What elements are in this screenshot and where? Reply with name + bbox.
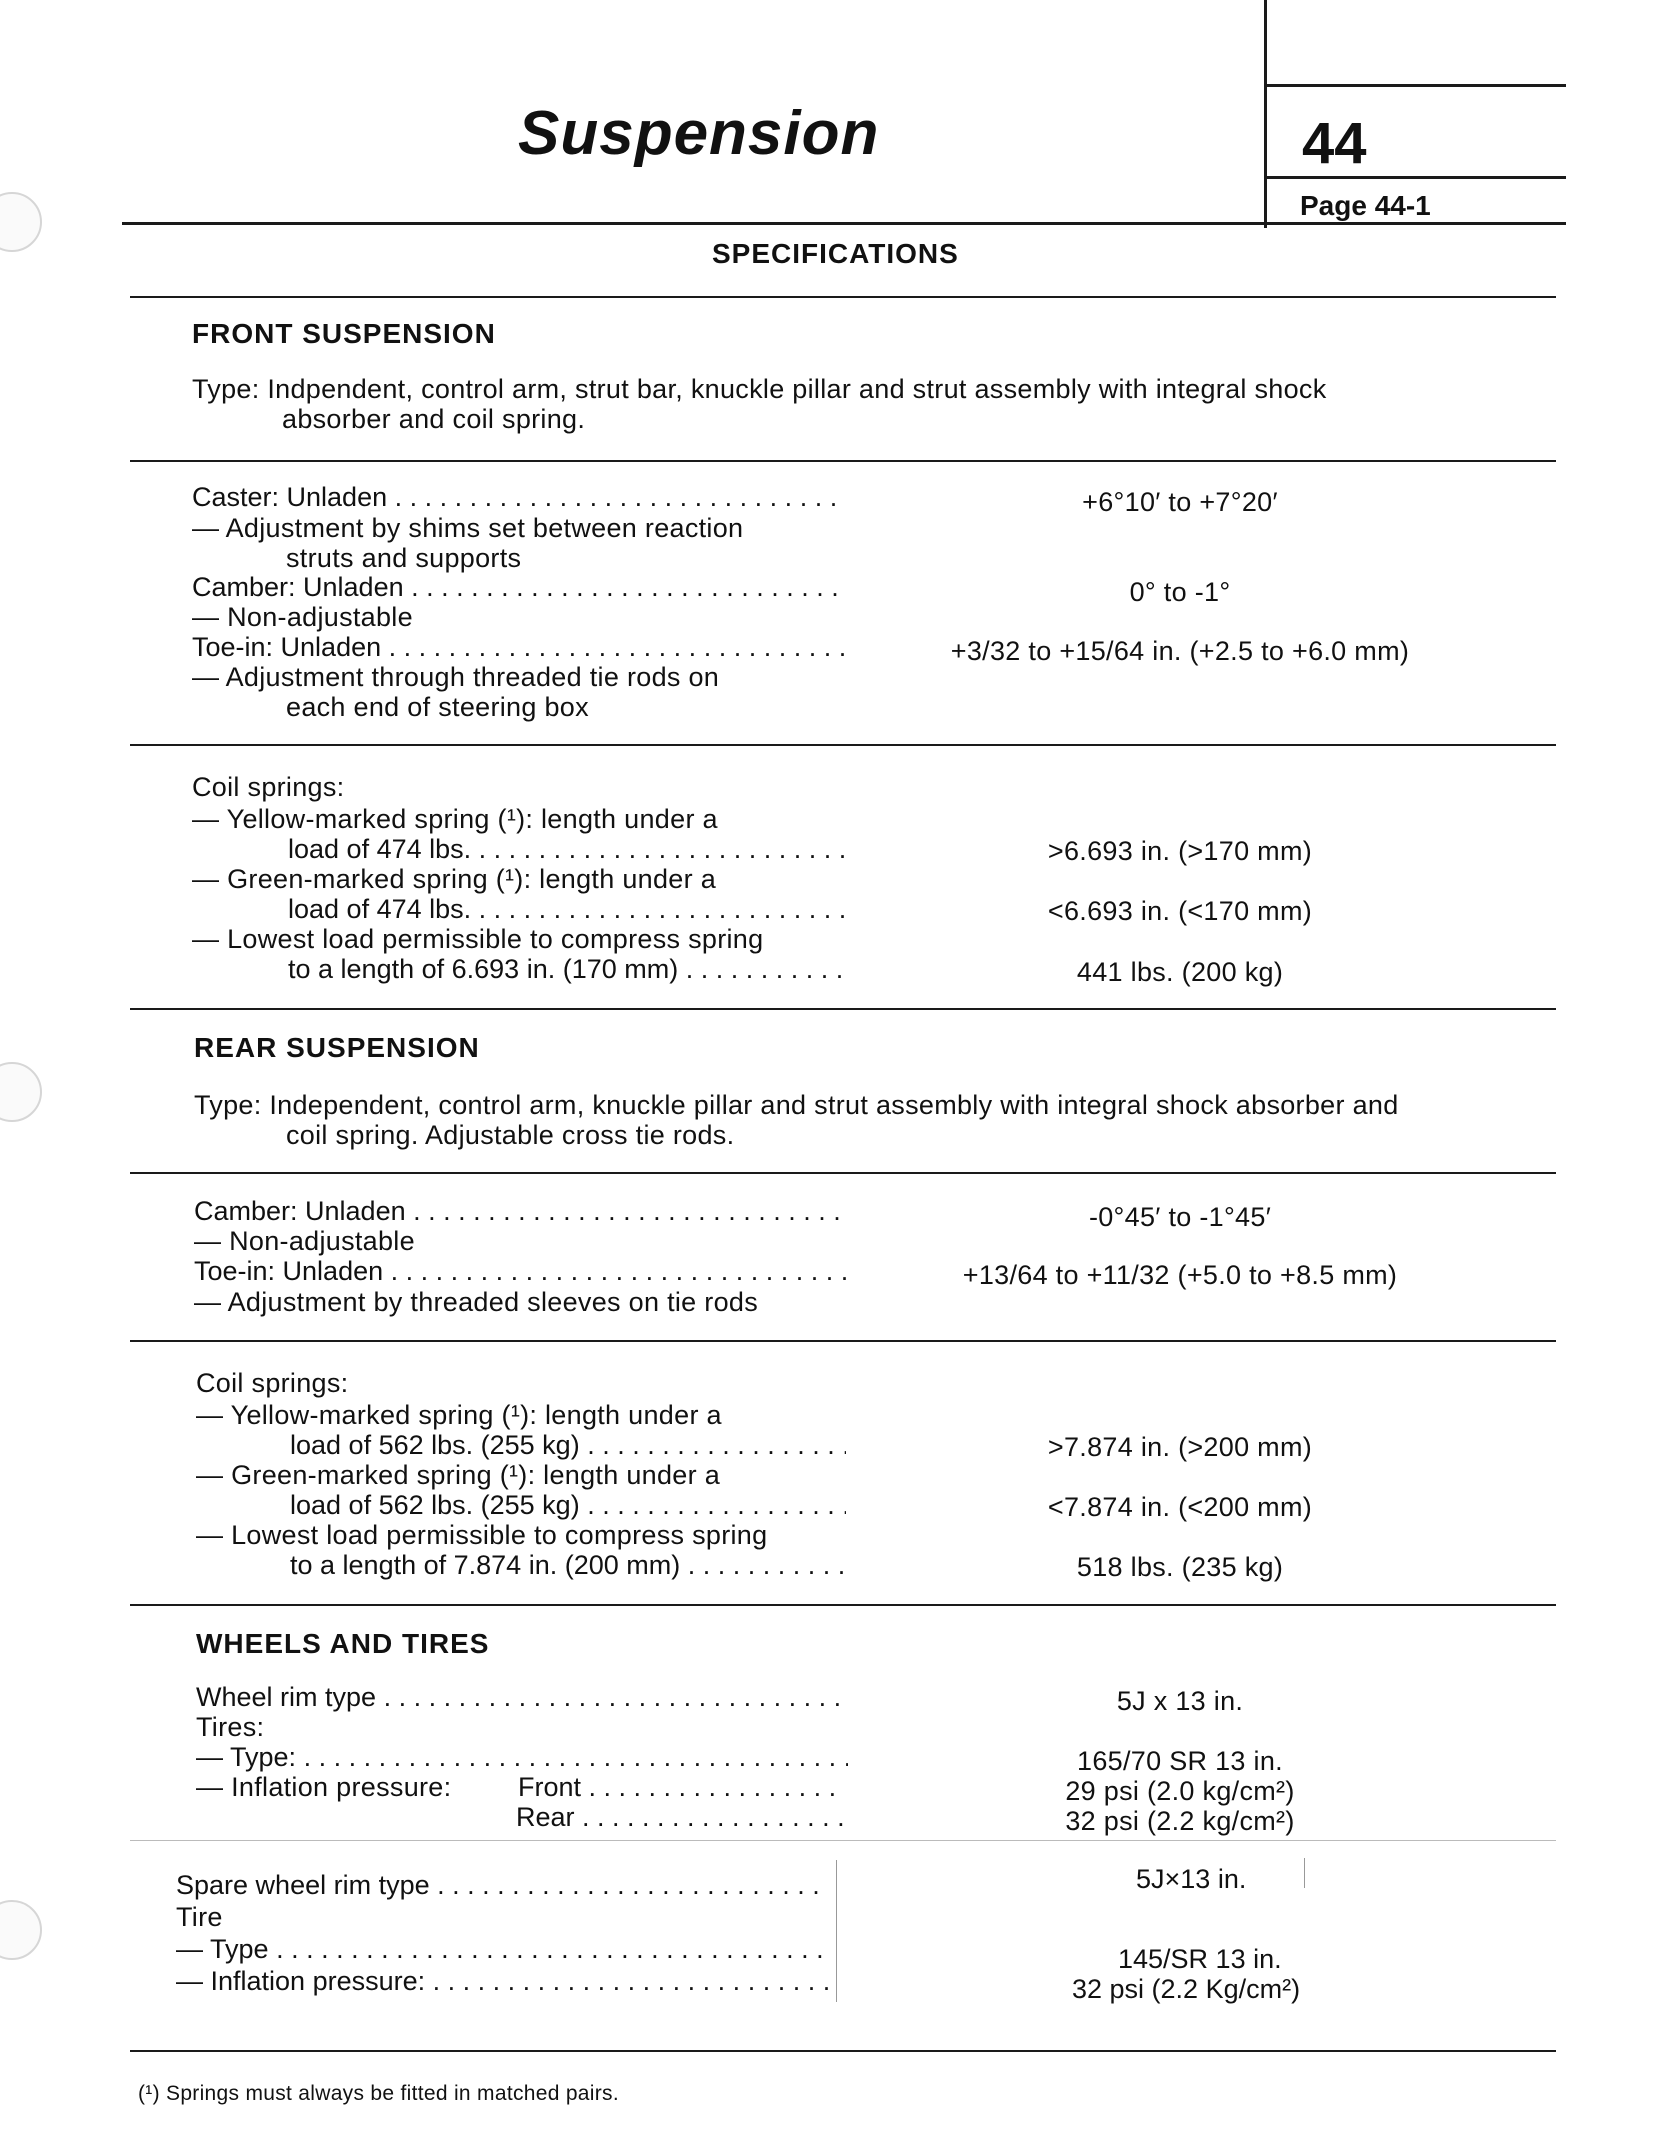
front-green-line1: — Green-marked spring (¹): length under a: [192, 864, 717, 894]
rule-below-specifications: [130, 296, 1556, 298]
front-lowest-line2: to a length of 6.693 in. (170 mm) . . .: [288, 954, 844, 984]
page-title: Suspension: [518, 99, 880, 168]
front-yellow-line1: — Yellow-marked spring (¹): length under a: [192, 804, 718, 834]
inflation-label: — Inflation pressure:: [196, 1772, 452, 1802]
header-vertical-rule: [1264, 0, 1267, 228]
rear-toe-value: +13/64 to +11/32 (+5.0 to +8.5 mm): [962, 1260, 1398, 1290]
rear-lowest-line2: to a length of 7.874 in. (200 mm) . . .: [290, 1550, 846, 1580]
binder-hole-bottom: [0, 1900, 42, 1960]
spare-box-right-edge: [1304, 1858, 1305, 1888]
wheels-tires-heading: WHEELS AND TIRES: [196, 1628, 490, 1659]
rule-rear-coil: [130, 1604, 1556, 1606]
spare-type-label: — Type . . .: [176, 1934, 828, 1964]
front-lowest-value: 441 lbs. (200 kg): [1076, 957, 1284, 987]
rule-bottom: [130, 2050, 1556, 2052]
rear-green-value: <7.874 in. (<200 mm): [1047, 1492, 1313, 1522]
spare-inflation-value: 32 psi (2.2 Kg/cm²): [1072, 1974, 1301, 2004]
rear-toe-note: — Adjustment by threaded sleeves on tie rods: [194, 1287, 759, 1317]
tire-type-value: 165/70 SR 13 in.: [1077, 1746, 1283, 1776]
binder-hole-middle: [0, 1062, 42, 1122]
inflation-rear-value: 32 psi (2.2 kg/cm²): [1065, 1806, 1295, 1836]
front-yellow-line2: load of 474 lbs. . . .: [288, 834, 844, 864]
rear-toe-label: Toe-in: Unladen . . .: [194, 1256, 846, 1286]
front-camber-label: Camber: Unladen . . .: [192, 572, 844, 602]
rear-green-line1: — Green-marked spring (¹): length under a: [196, 1460, 721, 1490]
rule-front-type: [130, 460, 1556, 462]
rule-rear-alignment: [130, 1340, 1556, 1342]
rear-coil-label: Coil springs:: [196, 1368, 349, 1398]
rear-yellow-line2: load of 562 lbs. (255 kg) . . .: [290, 1430, 846, 1460]
front-caster-value: +6°10′ to +7°20′: [1082, 487, 1278, 517]
wheel-rim-label: Wheel rim type . . .: [196, 1682, 848, 1712]
front-camber-value: 0° to -1°: [1129, 577, 1231, 607]
rear-camber-value: -0°45′ to -1°45′: [1088, 1202, 1272, 1232]
rear-lowest-value: 518 lbs. (235 kg): [1076, 1552, 1284, 1582]
spare-rim-label: Spare wheel rim type . . .: [176, 1870, 828, 1900]
rear-type-line2: coil spring. Adjustable cross tie rods.: [286, 1120, 735, 1150]
spare-type-value: 145/SR 13 in.: [1118, 1944, 1282, 1974]
front-coil-label: Coil springs:: [192, 772, 345, 802]
front-type-line2: absorber and coil spring.: [282, 404, 586, 434]
spare-inflation-label: — Inflation pressure: . . .: [176, 1966, 828, 1996]
rear-camber-note: — Non-adjustable: [194, 1226, 415, 1256]
rear-green-line2: load of 562 lbs. (255 kg) . . .: [290, 1490, 846, 1520]
binder-hole-top: [0, 192, 42, 252]
front-camber-note: — Non-adjustable: [192, 602, 413, 632]
rule-front-alignment: [130, 744, 1556, 746]
section-number: 44: [1302, 111, 1367, 176]
front-caster-note1: — Adjustment by shims set between reaction: [192, 513, 744, 543]
front-toe-note1: — Adjustment through threaded tie rods on: [192, 662, 720, 692]
rule-front-coil: [130, 1008, 1556, 1010]
front-yellow-value: >6.693 in. (>170 mm): [1047, 836, 1313, 866]
header-main-rule: [122, 222, 1566, 225]
front-toe-value: +3/32 to +15/64 in. (+2.5 to +6.0 mm): [950, 636, 1410, 666]
inflation-front-value: 29 psi (2.0 kg/cm²): [1065, 1776, 1295, 1806]
front-type-line1: Type: Indpendent, control arm, strut bar, knuckle pillar and strut assembly with integral shock: [192, 374, 1327, 404]
rear-lowest-line1: — Lowest load permissible to compress spring: [196, 1520, 768, 1550]
front-green-value: <6.693 in. (<170 mm): [1047, 896, 1313, 926]
front-caster-note2: struts and supports: [286, 543, 522, 573]
spare-block-divider: [130, 1840, 1556, 1841]
spare-box-left-edge: [836, 1860, 837, 2002]
wheel-rim-value: 5J x 13 in.: [1116, 1686, 1244, 1716]
rear-yellow-value: >7.874 in. (>200 mm): [1047, 1432, 1313, 1462]
rear-type-line1: Type: Independent, control arm, knuckle pillar and strut assembly with integral shock absorber and: [194, 1090, 1399, 1120]
front-green-line2: load of 474 lbs. . . .: [288, 894, 844, 924]
specifications-heading: SPECIFICATIONS: [712, 238, 959, 269]
rule-rear-type: [130, 1172, 1556, 1174]
tire-type-label: — Type: . . .: [196, 1742, 848, 1772]
front-toe-label: Toe-in: Unladen . . .: [192, 632, 844, 662]
page-number: Page 44-1: [1300, 190, 1431, 221]
front-caster-label: Caster: Unladen . . .: [192, 482, 844, 512]
footnote: (¹) Springs must always be fitted in matched pairs.: [138, 2082, 619, 2105]
rear-yellow-line1: — Yellow-marked spring (¹): length under a: [196, 1400, 722, 1430]
spare-tire-label: Tire: [176, 1902, 223, 1932]
front-toe-note2: each end of steering box: [286, 692, 589, 722]
front-suspension-heading: FRONT SUSPENSION: [192, 318, 496, 349]
front-lowest-line1: — Lowest load permissible to compress spring: [192, 924, 764, 954]
inflation-front-label: Front . . .: [518, 1772, 846, 1802]
rear-suspension-heading: REAR SUSPENSION: [194, 1032, 480, 1063]
tires-label: Tires:: [196, 1712, 265, 1742]
rear-camber-label: Camber: Unladen . . .: [194, 1196, 846, 1226]
inflation-rear-label: Rear . . .: [516, 1802, 846, 1832]
header-box-top-rule: [1264, 84, 1566, 87]
spare-rim-value: 5J×13 in.: [1136, 1864, 1247, 1894]
